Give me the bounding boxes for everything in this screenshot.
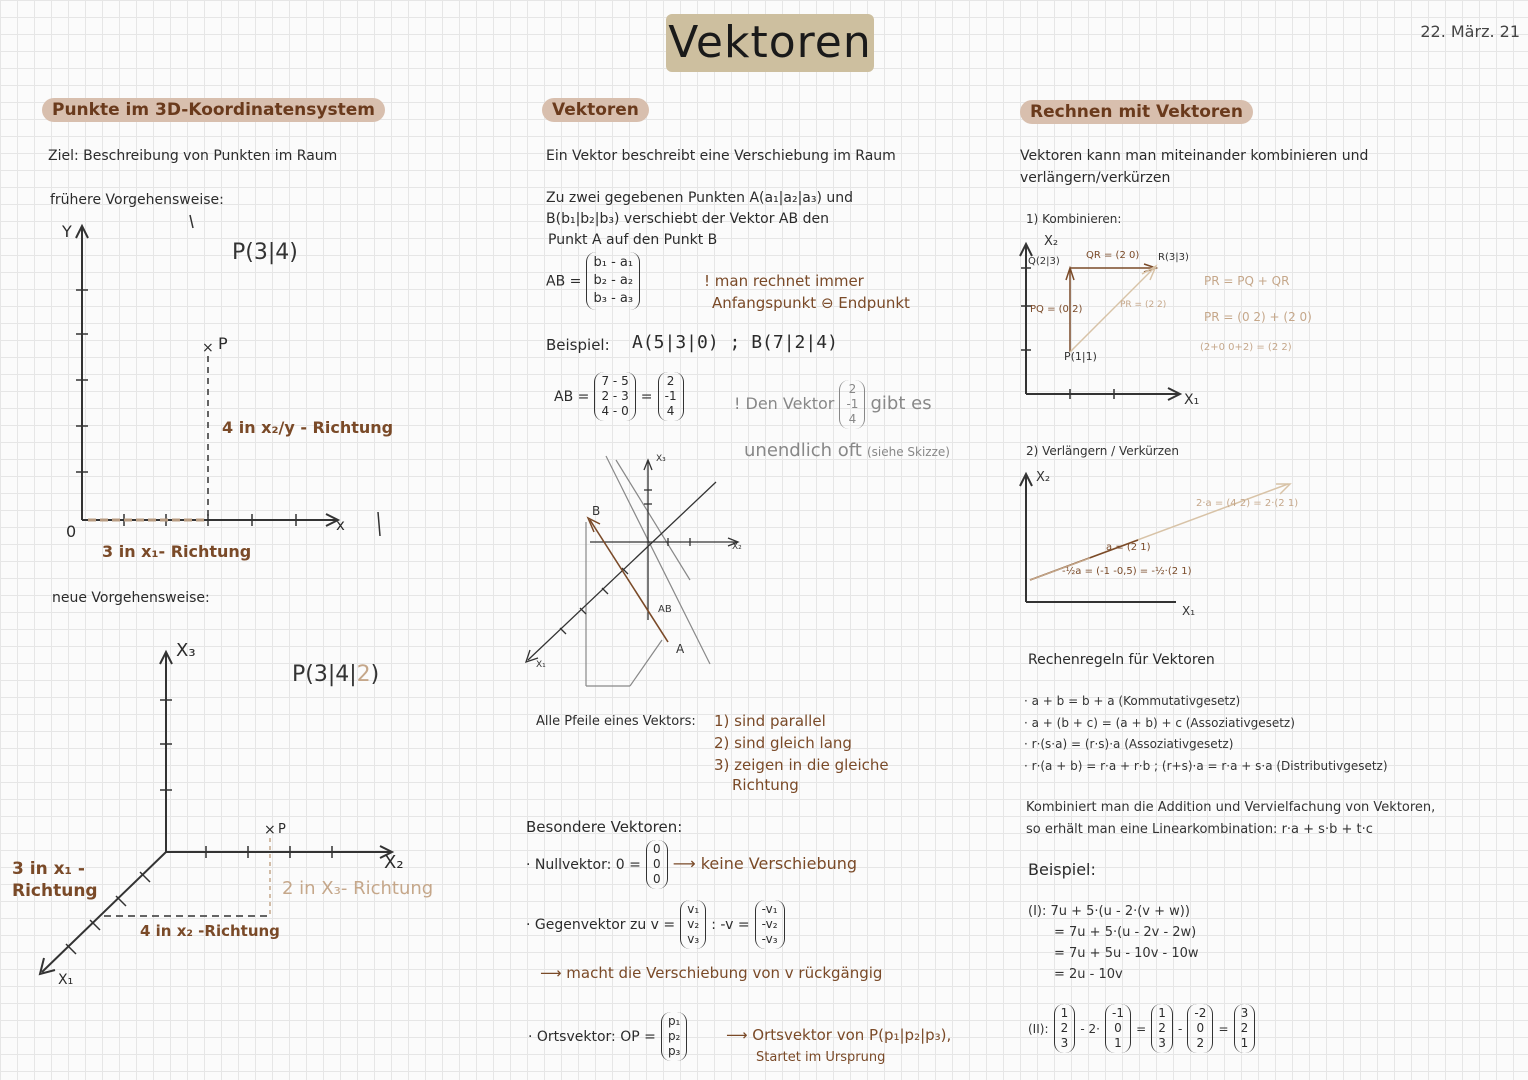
orts-row: p₃	[667, 1044, 681, 1058]
null-row: 0	[652, 842, 661, 856]
ex2-eq: =	[1136, 1022, 1147, 1036]
beispiel-label: Beispiel:	[546, 336, 610, 354]
y-axis-label: Y	[62, 222, 72, 241]
dir-y-label: 4 in x₂/y - Richtung	[222, 418, 394, 437]
ortsvektor-row	[528, 1012, 687, 1061]
rule-1: · a + b = b + a (Kommutativgesetz)	[1024, 694, 1241, 708]
gegen-label: · Gegenvektor zu v =	[526, 917, 676, 933]
null-matrix	[646, 840, 668, 889]
beispiel-points: A(5|3|0) ; B(7|2|4)	[632, 332, 838, 353]
gegen-row: v₂	[687, 917, 700, 931]
point-3d-end: )	[370, 662, 380, 687]
date-label: 22. März. 21	[1420, 22, 1520, 41]
rule-4: · r·(a + b) = r·a + r·b ; (r+s)·a = r·a + s·a (Distributivgesetz)	[1024, 759, 1388, 773]
ex2-cell: 1	[1240, 1036, 1249, 1050]
infinite-matrix	[839, 380, 865, 429]
calc-row: 2 - 3	[601, 389, 629, 403]
point-3d-z: 2	[356, 662, 371, 687]
ab-formula	[546, 252, 640, 310]
gegen-row: v₁	[687, 902, 700, 916]
verl-x1: X₁	[1182, 604, 1196, 618]
infinite-text2: gibt es	[870, 393, 932, 414]
gegen-row: v₃	[687, 932, 700, 946]
p-marker-2d: ×	[202, 340, 214, 356]
ex2-matrix-4	[1187, 1004, 1213, 1053]
dir-x1-label: 3 in x₁ - Richtung	[12, 859, 98, 901]
dir-x3-label: 2 in X₃- Richtung	[282, 878, 434, 899]
ex1-line2: = 7u + 5·(u - 2v - 2w)	[1054, 925, 1197, 940]
p-label: P(1|1)	[1064, 350, 1097, 363]
ziel-text: Ziel: Beschreibung von Punkten im Raum	[48, 148, 338, 164]
ex2-row	[1028, 1004, 1255, 1053]
gegen-mid: : -v =	[711, 917, 750, 933]
x3-axis-label: X₃	[176, 640, 196, 661]
null-row: 0	[652, 857, 661, 871]
ex2-cell: 0	[1196, 1021, 1205, 1035]
q-label: Q(2|3)	[1028, 256, 1060, 267]
pfeile-item-3: 3) zeigen in die gleiche	[714, 756, 889, 774]
p-label-3d: P	[278, 822, 286, 837]
mid-line3: B(b₁|b₂|b₃) verschiebt der Vektor AB den	[546, 211, 829, 227]
komb-x2: X₂	[1044, 234, 1059, 249]
ex2-op2: -	[1177, 1022, 1183, 1036]
ex2-cell: 3	[1158, 1036, 1166, 1050]
calc-formula	[554, 372, 684, 421]
ex2-matrix-2	[1105, 1004, 1131, 1053]
sketch-a: A	[676, 642, 685, 656]
komb-label: 1) Kombinieren:	[1026, 212, 1122, 226]
ex1-line1: (I): 7u + 5·(u - 2·(v + w))	[1028, 904, 1190, 919]
point-2d-label: P(3|4)	[232, 240, 298, 265]
sketch-ab: AB	[658, 604, 672, 615]
orts-matrix	[661, 1012, 687, 1061]
sketch-x3: X₃	[656, 454, 666, 464]
x2-axis-label: X₂	[384, 852, 404, 873]
note2: Anfangspunkt ⊖ Endpunkt	[712, 294, 910, 312]
v-long: 2·a = (4 2) = 2·(2 1)	[1196, 498, 1299, 509]
ex2-cell: -1	[1112, 1006, 1124, 1020]
infinite-row: 2	[848, 382, 857, 396]
ex1-line4: = 2u - 10v	[1054, 967, 1123, 982]
gegen-matrix	[680, 900, 706, 949]
sketch-x2: X₂	[732, 542, 742, 552]
infinite-text4: (siehe Skizze)	[866, 445, 950, 459]
infinite-row: -1	[846, 397, 859, 411]
note1: ! man rechnet immer	[704, 272, 864, 290]
ex2-matrix-3	[1151, 1004, 1173, 1053]
ex2-cell: 1	[1060, 1006, 1069, 1020]
result-row: 4	[666, 404, 675, 418]
calc-equals: =	[640, 389, 653, 405]
point-3d-base: P(3|4|	[292, 662, 357, 687]
nullvektor-label: · Nullvektor: 0 =	[526, 857, 641, 873]
ab-row: b₁ - a₁	[593, 255, 634, 270]
ex2-cell: 0	[1114, 1021, 1122, 1035]
orts-row: p₁	[667, 1014, 681, 1028]
right-intro2: verlängern/verkürzen	[1020, 170, 1171, 186]
ex2-cell: 2	[1240, 1021, 1249, 1035]
linear-1: Kombiniert man die Addition und Vervielfachung von Vektoren,	[1026, 800, 1436, 815]
infinite-text3: unendlich oft	[744, 440, 862, 461]
v-short: -½a = (-1 -0,5) = -½·(2 1)	[1062, 566, 1192, 577]
ex2-matrix-1	[1054, 1004, 1076, 1053]
ex2-op1: - 2·	[1080, 1022, 1100, 1036]
x1-axis-label: X₁	[58, 972, 74, 988]
ex2-matrix-5	[1234, 1004, 1256, 1053]
infinite-text1: ! Den Vektor	[734, 394, 835, 413]
neue-text: neue Vorgehensweise:	[52, 590, 210, 606]
x-axis-label: x	[336, 516, 345, 534]
mid-line1: Ein Vektor beschreibt eine Verschiebung im Raum	[546, 148, 896, 164]
ex1-line3: = 7u + 5u - 10v - 10w	[1054, 946, 1199, 961]
infinite-row: 4	[848, 412, 857, 426]
v-a: a = (2 1)	[1106, 542, 1151, 553]
qr-label: QR = (2 0)	[1086, 250, 1140, 261]
pfeile-text: Alle Pfeile eines Vektors:	[536, 714, 696, 729]
ex2-cell: 3	[1240, 1006, 1249, 1020]
calc-row: 4 - 0	[601, 404, 629, 418]
gegen-neg-matrix	[755, 900, 785, 949]
right-beispiel: Beispiel:	[1028, 860, 1096, 879]
origin-label: 0	[66, 522, 77, 541]
p-marker-3d: ×	[264, 822, 276, 838]
orts-desc1: ⟶ Ortsvektor von P(p₁|p₂|p₃),	[726, 1026, 952, 1044]
ex2-cell: 2	[1060, 1021, 1069, 1035]
verl-x2: X₂	[1036, 470, 1051, 485]
dir-x2-label: 4 in x₂ -Richtung	[140, 922, 280, 940]
eq1: PR = PQ + QR	[1204, 274, 1290, 288]
komb-x1: X₁	[1184, 392, 1200, 408]
null-row: 0	[652, 872, 661, 886]
rule-3: · r·(s·a) = (r·s)·a (Assoziativgesetz)	[1024, 737, 1234, 751]
gegen-desc: ⟶ macht die Verschiebung von v rückgängig	[540, 964, 883, 982]
calc-matrix	[594, 372, 635, 421]
right-header: Rechnen mit Vektoren	[1020, 100, 1253, 124]
eq2: PR = (0 2) + (2 0)	[1204, 310, 1312, 324]
middle-header: Vektoren	[542, 98, 649, 122]
gegen-neg-row: -v₁	[761, 902, 778, 916]
left-header: Punkte im 3D-Koordinatensystem	[42, 98, 385, 122]
result-matrix	[658, 372, 684, 421]
infinite-note2	[744, 440, 950, 461]
nullvektor-row	[526, 840, 857, 889]
result-row: -1	[664, 389, 677, 403]
pq-label: PQ = (0 2)	[1030, 304, 1083, 315]
calc-ab-label: AB =	[554, 389, 590, 405]
gegen-neg-row: -v₃	[761, 932, 778, 946]
ab-label: AB =	[546, 273, 582, 290]
r-label: R(3|3)	[1158, 252, 1189, 263]
mid-line4: Punkt A auf den Punkt B	[548, 232, 718, 248]
besondere-label: Besondere Vektoren:	[526, 818, 683, 836]
sketch-x1: X₁	[536, 660, 546, 670]
rule-2: · a + (b + c) = (a + b) + c (Assoziativgesetz)	[1024, 716, 1295, 730]
ab-matrix	[586, 252, 640, 310]
orts-desc2: Startet im Ursprung	[756, 1050, 886, 1065]
calc-row: 7 - 5	[601, 374, 629, 388]
mid-line2: Zu zwei gegebenen Punkten A(a₁|a₂|a₃) und	[546, 190, 854, 206]
ex2-cell: -2	[1194, 1006, 1207, 1020]
page-title: Vektoren	[666, 14, 874, 72]
orts-label: · Ortsvektor: OP =	[528, 1029, 656, 1045]
ex2-cell: 2	[1196, 1036, 1205, 1050]
ex2-cell: 1	[1158, 1006, 1166, 1020]
result-row: 2	[666, 374, 675, 388]
regeln-label: Rechenregeln für Vektoren	[1028, 652, 1215, 668]
fruehere-text: frühere Vorgehensweise:	[50, 192, 224, 208]
linear-2: so erhält man eine Linearkombination: r·a + s·b + t·c	[1026, 822, 1373, 837]
eq3: (2+0 0+2) = (2 2)	[1200, 342, 1292, 353]
orts-row: p₂	[667, 1029, 681, 1043]
ex2-cell: 2	[1158, 1021, 1166, 1035]
ab-row: b₃ - a₃	[593, 291, 634, 306]
p-label-2d: P	[218, 334, 228, 353]
sketch-b: B	[592, 504, 601, 518]
null-desc: ⟶ keine Verschiebung	[672, 854, 858, 873]
ex2-eq2: =	[1218, 1022, 1229, 1036]
pfeile-item-1: 1) sind parallel	[714, 712, 826, 730]
point-3d-label	[292, 662, 379, 687]
dir-x-label: 3 in x₁- Richtung	[102, 542, 252, 561]
gegenvektor-row	[526, 900, 785, 949]
pfeile-item-2: 2) sind gleich lang	[714, 734, 852, 752]
right-intro1: Vektoren kann man miteinander kombinieren und	[1020, 148, 1369, 164]
gegen-neg-row: -v₂	[761, 917, 778, 931]
ex2-cell: 3	[1060, 1036, 1069, 1050]
verl-label: 2) Verlängern / Verkürzen	[1026, 444, 1180, 458]
ex2-cell: 1	[1114, 1036, 1122, 1050]
ex2-label: (II):	[1028, 1022, 1049, 1036]
ab-row: b₂ - a₂	[593, 273, 634, 288]
pfeile-item-4: Richtung	[732, 776, 799, 794]
pr-label: PR = (2 2)	[1120, 300, 1167, 310]
infinite-note	[734, 380, 932, 429]
